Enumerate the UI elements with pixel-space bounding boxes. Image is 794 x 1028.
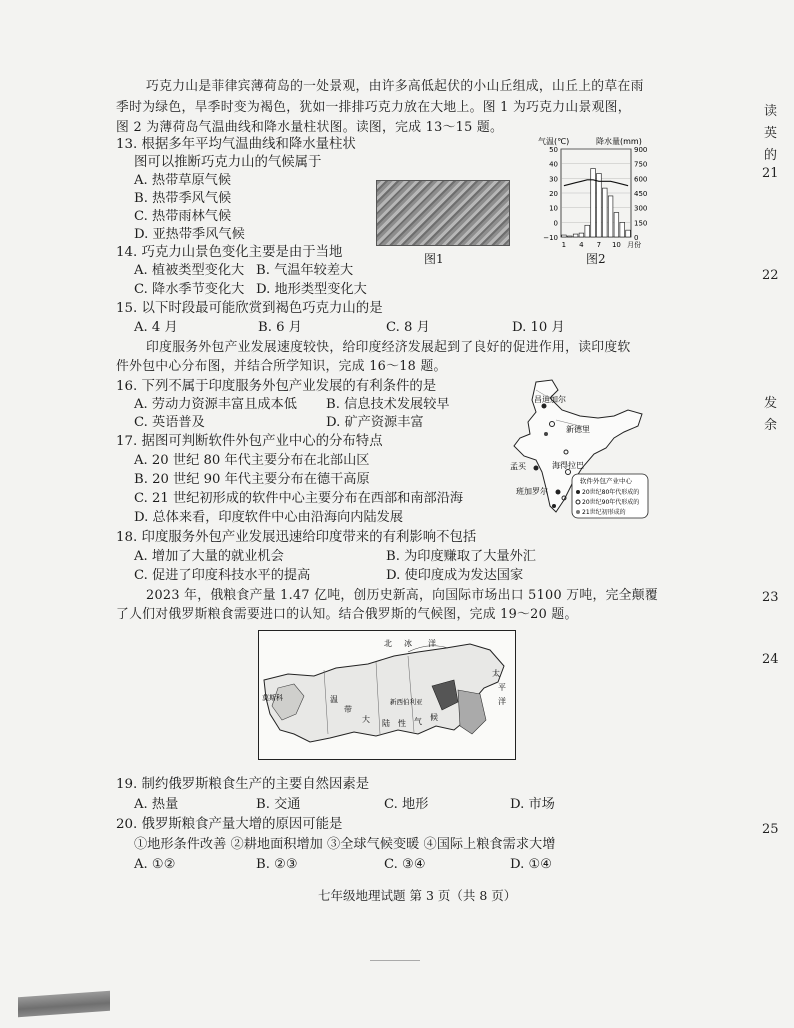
temp-tick-label: 0 [553,219,558,228]
precip-bar-5 [585,225,590,237]
edge-fragment-4: 21 [762,166,779,181]
q20-option-d[interactable]: D. ①④ [510,857,553,872]
q13-stem-2: 图可以推断巧克力山的气候属于 [134,155,322,170]
q13-option-a[interactable]: A. 热带草原气候 [134,173,232,188]
precip-bar-7 [597,173,602,237]
city-marker-south-2 [552,504,556,508]
q17-option-d[interactable]: D. 总体来看，印度软件中心由沿海向内陆发展 [134,510,404,525]
precip-axis-label: 降水量(mm) [596,137,642,146]
intro3-line-1: 2023 年，俄粮食产量 1.47 亿吨，创历史新高，向国际市场出口 5100 万吨，完全颠覆 [146,588,658,603]
precip-tick-label: 150 [634,219,648,228]
label-da: 大 [362,715,370,724]
city-label-bangalore: 班加罗尔 [516,487,548,496]
temp-tick-label: 30 [549,175,558,184]
label-hou: 候 [430,713,438,722]
q19-option-a[interactable]: A. 热量 [134,797,179,812]
precip-bar-1 [562,235,567,237]
q18-option-a[interactable]: A. 增加了大量的就业机会 [134,549,284,564]
temp-tick-label: 40 [549,160,558,169]
q14-option-c[interactable]: C. 降水季节变化大 [134,282,245,297]
intro2-line-1: 印度服务外包产业发展速度较快，给印度经济发展起到了良好的促进作用，读印度软 [146,340,631,355]
precip-bar-10 [614,213,619,237]
q14-option-b[interactable]: B. 气温年较差大 [256,263,354,278]
scan-artifact [18,991,110,1017]
month-tick-label: 月份 [627,241,642,249]
edge-fragment-10: 25 [762,822,779,837]
label-xing: 性 [398,719,406,728]
label-moscow: 莫斯科 [262,694,283,702]
precip-bar-11 [620,222,625,237]
label-bei: 北 [384,639,392,648]
label-bing: 冰 [404,639,412,648]
q19-stem: 19. 制约俄罗斯粮食生产的主要自然因素是 [116,777,370,792]
q20-choices-line: ①地形条件改善 ②耕地面积增加 ③全球气候变暖 ④国际上粮食需求大增 [134,837,556,852]
city-marker-extra [544,432,548,436]
q20-option-b[interactable]: B. ②③ [256,857,298,872]
q19-option-c[interactable]: C. 地形 [384,797,429,812]
climate-chart [532,135,660,263]
intro-line-3: 图 2 为薄荷岛气温曲线和降水量柱状图。读图，完成 13～15 题。 [116,120,504,135]
precip-tick-label: 900 [634,146,648,154]
q20-option-c[interactable]: C. ③④ [384,857,426,872]
label-wen: 温 [330,695,338,704]
label-qi: 气 [414,717,422,726]
q20-stem: 20. 俄罗斯粮食产量大增的原因可能是 [116,817,343,832]
precip-bar-4 [579,233,584,237]
month-tick-label: 7 [596,241,602,249]
legend-item-21c: 21世纪初形成的 [582,509,626,516]
edge-fragment-3: 的 [764,148,778,163]
russia-climate-map [258,630,516,760]
city-label-chandigarh: 昌迪加尔 [534,395,566,404]
q16-stem: 16. 下列不属于印度服务外包产业发展的有利条件的是 [116,379,437,394]
intro-line-2: 季时为绿色，旱季时变为褐色，犹如一排排巧克力放在大地上。图 1 为巧克力山景观图， [116,100,631,115]
fig2-caption: 图2 [586,252,606,266]
q15-option-a[interactable]: A. 4 月 [134,320,178,335]
precip-tick-label: 450 [634,190,648,198]
precip-bar-3 [573,234,578,237]
q17-option-a[interactable]: A. 20 世纪 80 年代主要分布在北部山区 [134,453,370,468]
q15-stem: 15. 以下时段最可能欣赏到褐色巧克力山的是 [116,301,383,316]
city-marker-chandigarh [542,404,547,409]
label-lu: 陆 [382,719,390,728]
city-marker-mumbai [534,466,539,471]
q16-option-d[interactable]: D. 矿产资源丰富 [326,415,424,430]
intro2-line-2: 件外包中心分布图，并结合所学知识，完成 16～18 题。 [116,359,447,374]
edge-fragment-2: 英 [764,126,778,141]
temp-tick-label: −10 [543,234,558,242]
precip-bar-12 [626,230,631,237]
q18-stem: 18. 印度服务外包产业发展迅速给印度带来的有利影响不包括 [116,530,477,545]
climate-chart-svg [532,135,660,263]
city-label-hyderabad: 海得拉巴 [552,461,584,470]
q13-option-d[interactable]: D. 亚热带季风气候 [134,227,245,242]
q15-option-c[interactable]: C. 8 月 [386,320,430,335]
q19-option-d[interactable]: D. 市场 [510,797,555,812]
q16-option-b[interactable]: B. 信息技术发展较早 [326,397,450,412]
q15-option-b[interactable]: B. 6 月 [258,320,302,335]
q19-option-b[interactable]: B. 交通 [256,797,301,812]
edge-fragment-1: 读 [764,104,778,119]
q15-option-d[interactable]: D. 10 月 [512,320,565,335]
edge-fragment-9: 24 [762,652,779,667]
q14-stem: 14. 巧克力山景色变化主要是由于当地 [116,245,343,260]
intro-line-1: 巧克力山是菲律宾薄荷岛的一处景观，由许多高低起伏的小山丘组成，山丘上的草在雨 [146,79,644,94]
temperature-curve [564,180,628,186]
edge-fragment-8: 23 [762,590,779,605]
label-yang-2: 洋 [498,697,506,706]
legend-symbol-80s [576,490,580,494]
edge-fragment-7: 余 [764,418,778,433]
fig1-caption: 图1 [424,252,444,266]
page-footer: 七年级地理试题 第 3 页（共 8 页） [318,888,517,903]
faint-mark [370,960,420,965]
temp-tick-label: 50 [549,146,558,154]
q18-option-b[interactable]: B. 为印度赚取了大量外汇 [386,549,536,564]
legend-item-90s: 20世纪90年代形成的 [582,499,640,506]
label-yang: 洋 [428,639,436,648]
temp-tick-label: 20 [549,190,558,198]
q20-option-a[interactable]: A. ①② [134,857,176,872]
legend-item-80s: 20世纪80年代形成的 [582,489,640,496]
edge-fragment-6: 发 [764,396,778,411]
russia-map-svg [258,630,516,760]
label-novosibirsk: 新西伯利亚 [390,698,423,706]
india-software-map [506,376,650,526]
q14-option-d[interactable]: D. 地形类型变化大 [256,282,367,297]
chocolate-hills-photo [376,180,510,246]
temp-tick-label: 10 [549,204,558,213]
precip-tick-label: 0 [634,234,639,242]
q16-option-a[interactable]: A. 劳动力资源丰富且成本低 [134,397,297,412]
label-tai: 太 [492,669,500,678]
precip-bar-2 [567,236,572,237]
q17-option-b[interactable]: B. 20 世纪 90 年代主要分布在德干高原 [134,472,370,487]
precip-tick-label: 600 [634,175,648,184]
label-ping: 平 [498,683,506,692]
precip-tick-label: 300 [634,204,648,213]
intro3-line-2: 了人们对俄罗斯粮食需要进口的认知。结合俄罗斯的气候图，完成 19～20 题。 [116,607,578,622]
precip-bar-9 [608,196,613,237]
legend-title: 软件外包产业中心 [580,477,632,485]
precip-tick-label: 750 [634,160,648,169]
label-dai: 带 [344,705,352,714]
q18-option-c[interactable]: C. 促进了印度科技水平的提高 [134,568,311,583]
month-tick-label: 1 [561,241,567,249]
month-tick-label: 10 [611,241,621,249]
precip-bar-6 [591,169,596,237]
q17-stem: 17. 据图可判断软件外包产业中心的分布特点 [116,434,383,449]
q13-option-c[interactable]: C. 热带雨林气候 [134,209,232,224]
india-map-svg [506,376,650,526]
city-label-newdelhi: 新德里 [566,425,590,434]
legend-symbol-21c [576,510,580,514]
city-marker-bangalore [556,490,561,495]
q18-option-d[interactable]: D. 使印度成为发达国家 [386,568,524,583]
q13-option-b[interactable]: B. 热带季风气候 [134,191,232,206]
city-label-mumbai: 孟买 [510,462,526,471]
edge-fragment-5: 22 [762,268,779,283]
q17-option-c[interactable]: C. 21 世纪初形成的软件中心主要分布在西部和南部沿海 [134,491,464,506]
q13-stem: 13. 根据多年平均气温曲线和降水量柱状 [116,137,356,152]
precip-bar-8 [602,188,607,237]
temp-axis-label: 气温(℃) [538,137,570,146]
q14-option-a[interactable]: A. 植被类型变化大 [134,263,245,278]
month-tick-label: 4 [579,241,584,249]
q16-option-c[interactable]: C. 英语普及 [134,415,205,430]
